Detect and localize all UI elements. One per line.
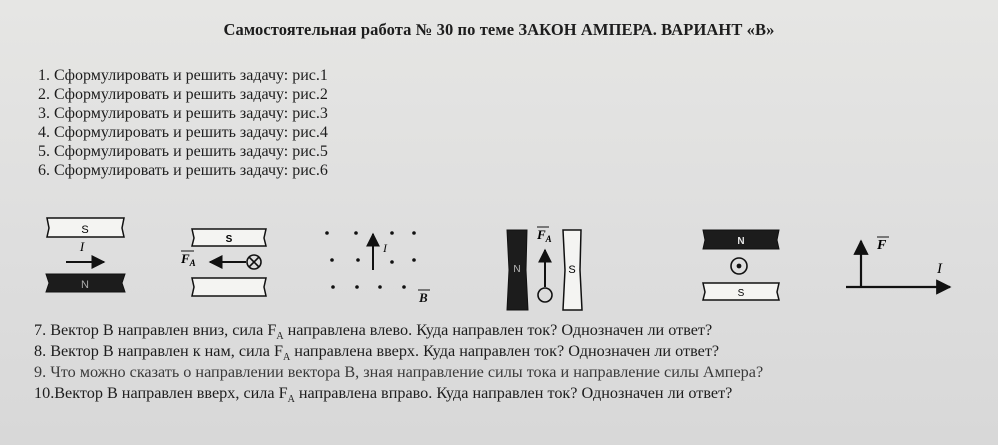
pole-s-label: S	[737, 288, 745, 299]
field-dot	[354, 231, 358, 235]
pole-n-label: N	[737, 236, 745, 247]
question-item: 7. Вектор B направлен вниз, сила $F_A$ направлена влево. Куда направлен ток? Однозначен ли ответ?	[34, 321, 713, 343]
question-item: 9. Что можно сказать о направлении вектора B, зная направление силы тока и направление силы Ампера?	[34, 363, 764, 381]
field-dot	[330, 258, 334, 262]
force-label: $F_A$	[181, 251, 196, 268]
figure-1	[46, 218, 125, 292]
field-dot	[390, 260, 394, 264]
field-dot	[402, 285, 406, 289]
question-list	[34, 320, 763, 404]
field-dot	[390, 231, 394, 235]
pole-n-label: N	[513, 264, 521, 275]
magnet-bottom	[192, 278, 266, 296]
task-item: 4. Сформулировать и решить задачу: рис.4	[38, 124, 328, 141]
figure-2	[180, 229, 266, 296]
conductor-circle	[538, 288, 552, 302]
field-dot	[355, 285, 359, 289]
figure-5	[703, 230, 779, 300]
pole-s-label: S	[81, 224, 89, 236]
field-dot	[412, 258, 416, 262]
question-item: 8. Вектор B направлен к нам, сила $F_A$ направлена вверх. Куда направлен ток? Однозначен ли ответ?	[34, 342, 720, 364]
field-dot	[331, 285, 335, 289]
task-item: 6. Сформулировать и решить задачу: рис.6	[38, 162, 328, 179]
field-dot	[378, 285, 382, 289]
pole-n-label: N	[81, 279, 89, 291]
field-dot	[325, 231, 329, 235]
pole-s-label: S	[568, 264, 576, 276]
current-label: I	[79, 239, 85, 254]
task-item: 2. Сформулировать и решить задачу: рис.2	[38, 86, 328, 103]
force-label: $F_A$	[537, 227, 552, 244]
field-label: B	[419, 290, 428, 305]
pole-s-label: S	[225, 234, 233, 245]
current-label: I	[937, 261, 942, 277]
figure-3	[325, 231, 430, 305]
field-dot	[356, 258, 360, 262]
dot-center	[737, 264, 742, 269]
question-item: 10.Вектор B направлен вверх, сила $F_A$ направлена вправо. Куда направлен ток? Однозначен ли ответ?	[34, 384, 733, 406]
field-dot	[412, 231, 416, 235]
task-item: 1. Сформулировать и решить задачу: рис.1	[38, 67, 328, 84]
figure-4	[507, 227, 582, 310]
force-label: F	[877, 238, 887, 253]
figure-6	[846, 237, 950, 287]
task-item: 3. Сформулировать и решить задачу: рис.3	[38, 105, 328, 122]
task-item: 5. Сформулировать и решить задачу: рис.5	[38, 143, 328, 160]
page-title: Самостоятельная работа № 30 по теме ЗАКОН АМПЕРА. ВАРИАНТ «В»	[223, 20, 775, 39]
current-label: I	[383, 241, 387, 255]
